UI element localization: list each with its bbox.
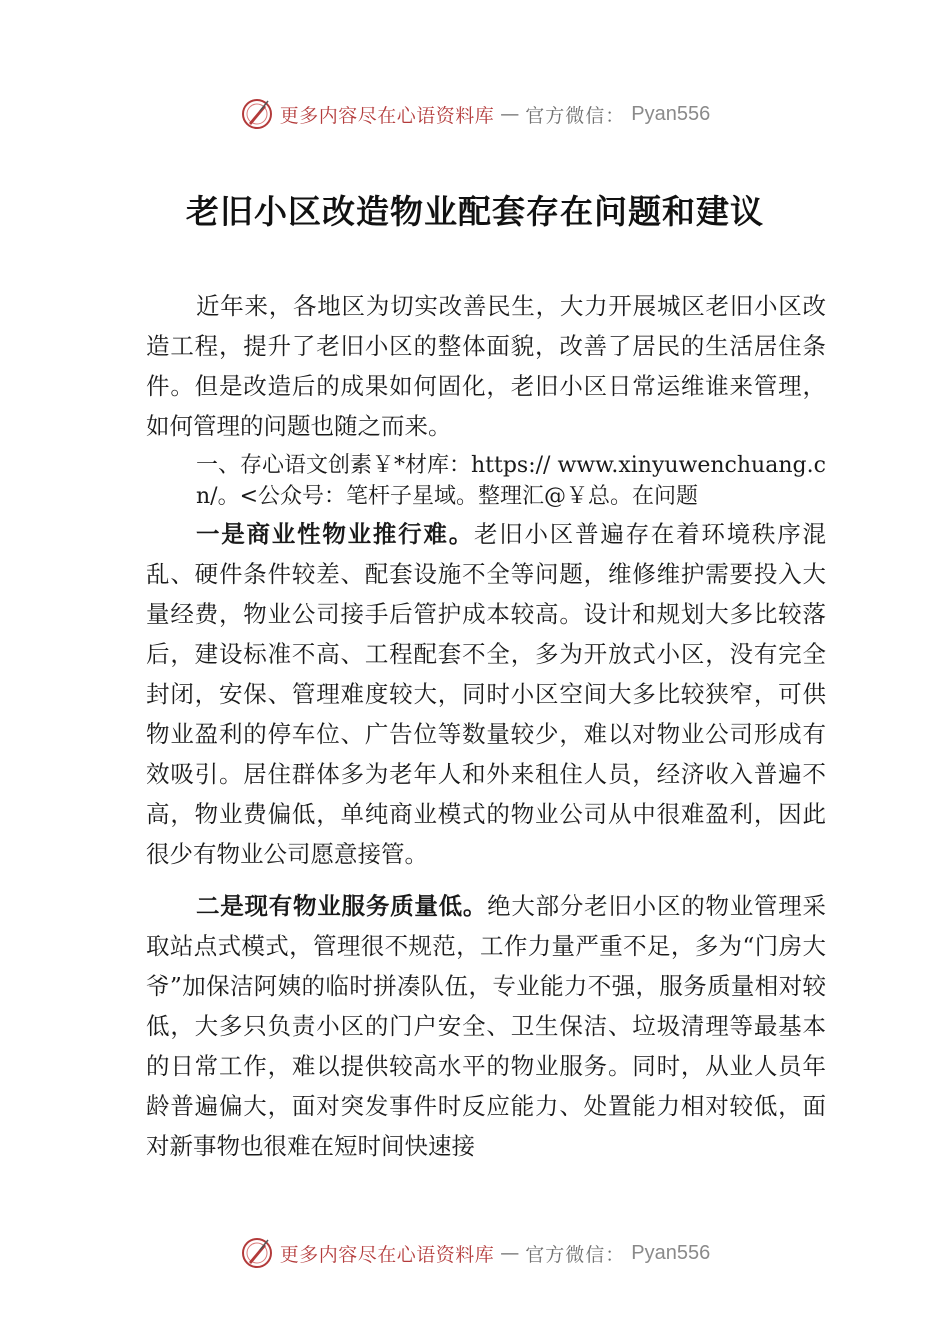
- banner-wechat-label: 官方微信：: [525, 1243, 626, 1266]
- section-heading: 一、存心语文创素￥*材库：https:// www.xinyuwenchuang.cn/。<公众号：笔杆子星域。整理汇@￥总。在问题: [196, 453, 826, 509]
- point-two-lead: 二是现有物业服务质量低。: [196, 892, 488, 920]
- intro-paragraph: 近年来，各地区为切实改善民生，大力开展城区老旧小区改造工程，提升了老旧小区的整体面貌，改善了居民的生活居住条件。但是改造后的成果如何固化，老旧小区日常运维谁来管理，如何管理的问题也随之而来。: [146, 292, 826, 440]
- banner-text: 更多内容尽在心语资料库: [279, 104, 495, 127]
- point-two-body: 绝大部分老旧小区的物业管理采取站点式模式，管理很不规范，工作力量严重不足，多为“门房大爷”加保洁阿姨的临时拼凑队伍，专业能力不强，服务质量相对较低，大多只负责小区的门户安全、卫生保洁、垃圾清理等最基本的日常工作，难以提供较高水平的物业服务。同时，从业人员年龄普遍偏大，面对突发事件时反应能力、处置能力相对较低，面对新事物也很难在短时间快速接: [146, 892, 827, 1160]
- footer-watermark-banner: [0, 1233, 950, 1273]
- banner-separator: —: [500, 1242, 520, 1264]
- point-two-paragraph: [146, 886, 826, 1166]
- banner-separator: —: [500, 103, 520, 125]
- banner-wechat-id: Pyan556: [631, 1241, 711, 1264]
- banner-wechat-id: Pyan556: [631, 102, 711, 125]
- document-body: [146, 286, 826, 1166]
- point-one-paragraph: [146, 514, 826, 874]
- point-one-lead: 一是商业性物业推行难。: [196, 520, 474, 548]
- quill-seal-icon: [240, 97, 274, 131]
- banner-wechat-label: 官方微信：: [525, 104, 626, 127]
- banner-text: 更多内容尽在心语资料库: [279, 1243, 495, 1266]
- quill-seal-icon: [240, 1236, 274, 1270]
- header-watermark-banner: [0, 94, 950, 134]
- point-one-body: 老旧小区普遍存在着环境秩序混乱、硬件条件较差、配套设施不全等问题，维修维护需要投入大量经费，物业公司接手后管护成本较高。设计和规划大多比较落后，建设标准不高、工程配套不全，多为开放式小区，没有完全封闭，安保、管理难度较大，同时小区空间大多比较狭窄，可供物业盈利的停车位、广告位等数量较少，难以对物业公司形成有效吸引。居住群体多为老年人和外来租住人员，经济收入普遍不高，物业费偏低，单纯商业模式的物业公司从中很难盈利，因此很少有物业公司愿意接管。: [146, 520, 827, 868]
- document-title: 老旧小区改造物业配套存在问题和建议: [186, 192, 764, 231]
